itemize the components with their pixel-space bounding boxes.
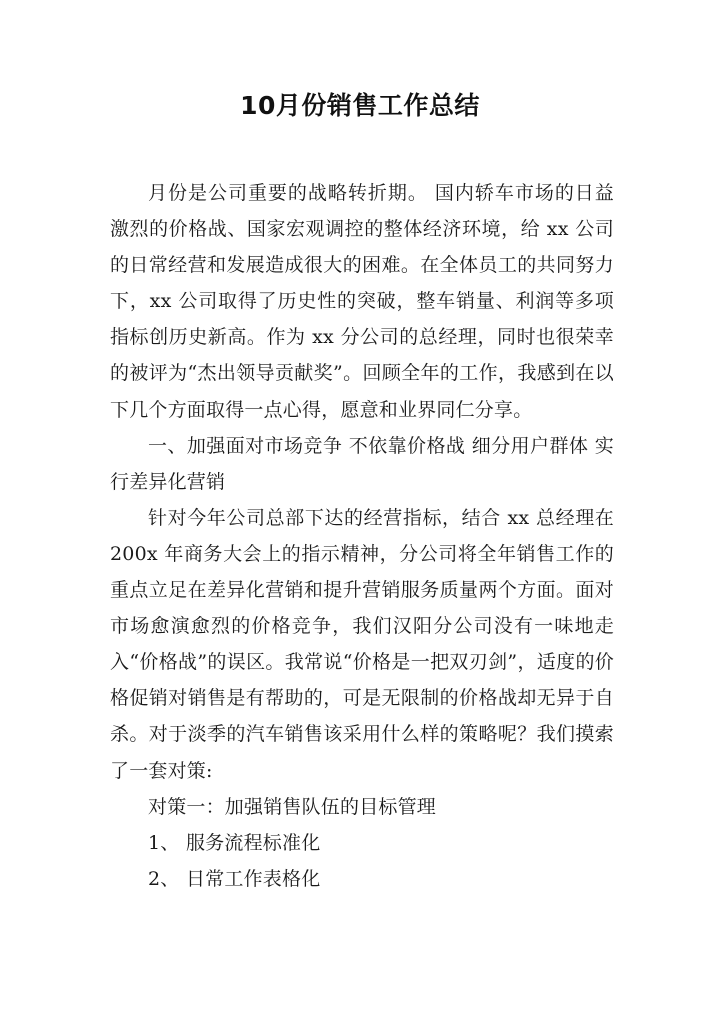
- list-item: [110, 861, 614, 897]
- paragraph-strategy: 针对今年公司总部下达的经营指标，结合 xx 总经理在200x 年商务大会上的指示精神，分公司将全年销售工作的重点立足在差异化营销和提升营销服务质量两个方面。面对市场愈演愈烈的价格竞争，我们汉阳分公司没有一味地走入“价格战”的误区。我常说“价格是一把双刃剑”，适度的价格促销对销售是有帮助的，可是无限制的价格战却无异于自杀。对于淡季的汽车销售该采用什么样的策略呢？我们摸索了一套对策:: [110, 506, 614, 782]
- paragraph-intro: 月份是公司重要的战略转折期。 国内轿车市场的日益激烈的价格战、国家宏观调控的整体经济环境，给 xx 公司的日常经营和发展造成很大的困难。在全体员工的共同努力下，xx 公司取得了历史性的突破，整车销量、利润等多项指标创历史新高。作为 xx 分公司的总经理，同时也很荣幸的被评为“杰出领导贡献奖”。回顾全年的工作，我感到在以下几个方面取得一点心得，愿意和业界同仁分享。: [110, 182, 614, 421]
- list-item-number: 1、: [148, 831, 180, 854]
- section-heading-1: 一、加强面对市场竞争 不依靠价格战 细分用户群体 实行差异化营销: [110, 434, 614, 493]
- strategy-heading-1: 对策一：加强销售队伍的目标管理: [148, 795, 437, 818]
- list-item: [110, 825, 614, 861]
- list-item-text: 日常工作表格化: [186, 867, 321, 890]
- list-item-text: 服务流程标准化: [186, 831, 321, 854]
- page-title: 10月份销售工作总结: [240, 91, 480, 120]
- document-body: [110, 175, 614, 897]
- list-item-number: 2、: [148, 867, 180, 890]
